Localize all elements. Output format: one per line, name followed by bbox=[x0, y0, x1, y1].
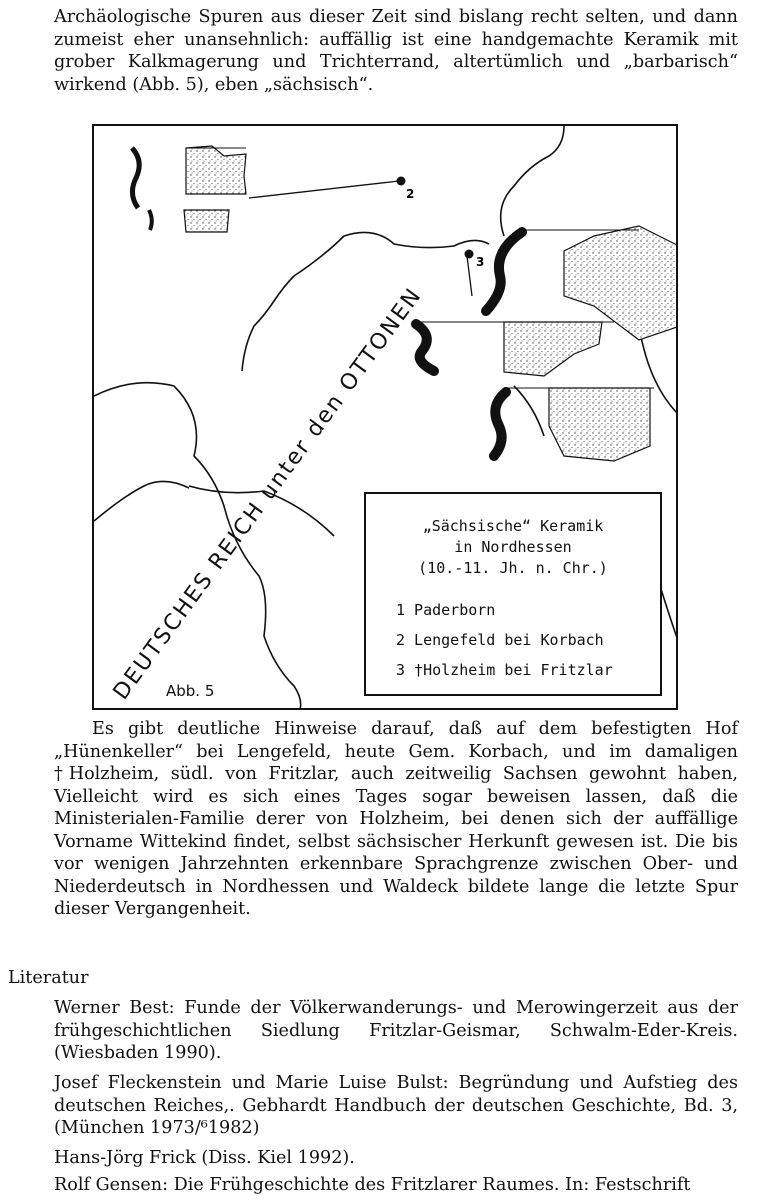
literature-entry: Werner Best: Funde der Völkerwanderungs- und Merowingerzeit aus der frühgeschichtlichen Siedlung Fritzlar-Geismar, Schwalm-Eder-Kreis. (Wiesbaden 1990). bbox=[54, 998, 738, 1063]
literature-entry: Hans-Jörg Frick (Diss. Kiel 1992). bbox=[54, 1148, 355, 1168]
figure-map bbox=[92, 124, 678, 710]
literature-entry: Josef Fleckenstein und Marie Luise Bulst: Begründung und Aufstieg des deutschen Reiches,. Gebhardt Handbuch der deutschen Geschichte, Bd. 3, (München 1973/⁶1982) bbox=[54, 1073, 738, 1138]
figure-label: Abb. 5 bbox=[166, 682, 215, 700]
legend-title-line: in Nordhessen bbox=[454, 538, 572, 556]
legend-item: 2 Lengefeld bei Korbach bbox=[396, 631, 604, 649]
legend-list bbox=[396, 595, 660, 685]
legend-item: 3 †Holzheim bei Fritzlar bbox=[396, 661, 613, 679]
map-region-label: DEUTSCHES REICH unter den OTTONEN bbox=[108, 283, 428, 705]
literature-heading: Literatur bbox=[8, 968, 89, 988]
legend-item: 1 Paderborn bbox=[396, 601, 496, 619]
pottery-profile-small bbox=[149, 210, 229, 232]
intro-paragraph: Archäologische Spuren aus dieser Zeit sind bislang recht selten, und dann zumeist eher unansehnlich: auffällig ist eine handgemachte Keramik mit grober Kalkmagerung und Trichterrand, altertümlich und „barbarisch“ wirkend (Abb. 5), eben „sächsisch“. bbox=[54, 7, 738, 95]
legend-title-line: „Sächsische“ Keramik bbox=[422, 517, 604, 535]
legend-title-line: (10.-11. Jh. n. Chr.) bbox=[418, 559, 608, 577]
literature-entry: Rolf Gensen: Die Frühgeschichte des Fritzlarer Raumes. In: Festschrift bbox=[54, 1175, 691, 1195]
pottery-profile-large-2 bbox=[416, 322, 614, 376]
site-number-2: 2 bbox=[406, 187, 415, 201]
body-paragraph: Es gibt deutliche Hinweise darauf, daß auf dem befestigten Hof „Hünenkeller“ bei Lengefeld, heute Gem. Korbach, und im damaligen †Holzheim, südl. von Fritzlar, auch zeitweilig Sachsen gewohnt haben, Vielleicht wird es sich eines Tages sogar beweisen lassen, daß die Ministerialen-Familie derer von Holzheim, bei denen sich der auffällige Vorname Wittekind findet, selbst sächsischer Herkunft gewesen ist. Die bis vor wenigen Jahrzehnten erkennbare Sprachgrenze zwischen Ober- und Niederdeutsch in Nordhessen und Waldeck bildete lange die letzte Spur dieser Vergangenheit. bbox=[54, 719, 738, 919]
site-number-3: 3 bbox=[476, 255, 485, 269]
legend-title bbox=[366, 516, 660, 579]
pottery-profile-top bbox=[132, 146, 246, 208]
pottery-profile-large-3 bbox=[494, 388, 654, 461]
map-legend bbox=[364, 492, 662, 696]
